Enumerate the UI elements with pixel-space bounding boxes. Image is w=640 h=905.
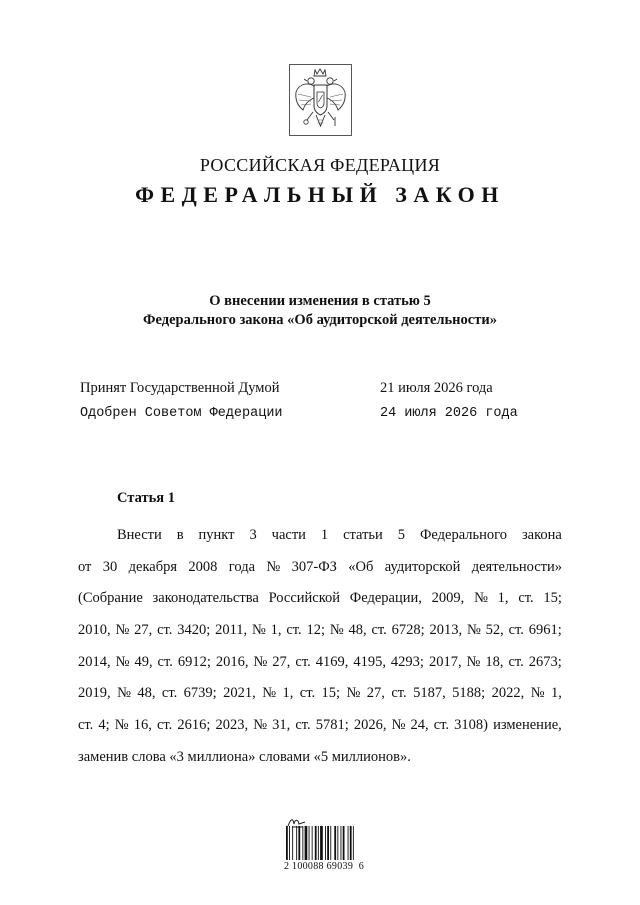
duma-adoption-date: 21 июля 2026 года	[380, 380, 493, 396]
document-type: ФЕДЕРАЛЬНЫЙ ЗАКОН	[135, 182, 505, 207]
council-approval-date: 24 июля 2026 года	[380, 406, 518, 421]
article-line: 2019, № 48, ст. 6739; 2021, № 1, ст. 15; № 27, ст. 5187, 5188; 2022, № 1,	[78, 685, 562, 702]
law-title-line-1: О внесении изменения в статью 5	[209, 293, 431, 309]
article-line: от 30 декабря 2008 года № 307-ФЗ «Об аудиторской деятельности»	[78, 558, 562, 575]
barcode-icon	[286, 826, 356, 860]
article-line: (Собрание законодательства Российской Федерации, 2009, № 1, ст. 15;	[78, 590, 562, 607]
document-barcode	[282, 816, 365, 876]
coat-of-arms-icon	[289, 64, 352, 136]
council-approval-label: Одобрен Советом Федерации	[80, 406, 283, 421]
article-heading: Статья 1	[117, 490, 175, 506]
barcode-digits: 2 100088 69039 6	[283, 861, 365, 872]
law-title-line-2: Федерального закона «Об аудиторской деятельности»	[143, 312, 497, 328]
article-line: 2014, № 49, ст. 6912; 2016, № 27, ст. 4169, 4195, 4293; 2017, № 18, ст. 2673;	[78, 653, 562, 670]
law-title	[0, 292, 640, 330]
article-line: 2010, № 27, ст. 3420; 2011, № 1, ст. 12; № 48, ст. 6728; 2013, № 52, ст. 6961;	[78, 622, 562, 639]
article-line: Внести в пункт 3 части 1 статьи 5 Федерального закона	[117, 527, 562, 543]
article-line: заменив слова «3 миллиона» словами «5 миллионов».	[78, 748, 411, 765]
article-line: ст. 4; № 16, ст. 2616; 2023, № 31, ст. 5781; 2026, № 24, ст. 3108) изменение,	[78, 717, 562, 734]
duma-adoption-label: Принят Государственной Думой	[80, 380, 280, 396]
article-body	[78, 520, 562, 774]
country-name: РОССИЙСКАЯ ФЕДЕРАЦИЯ	[199, 155, 441, 175]
